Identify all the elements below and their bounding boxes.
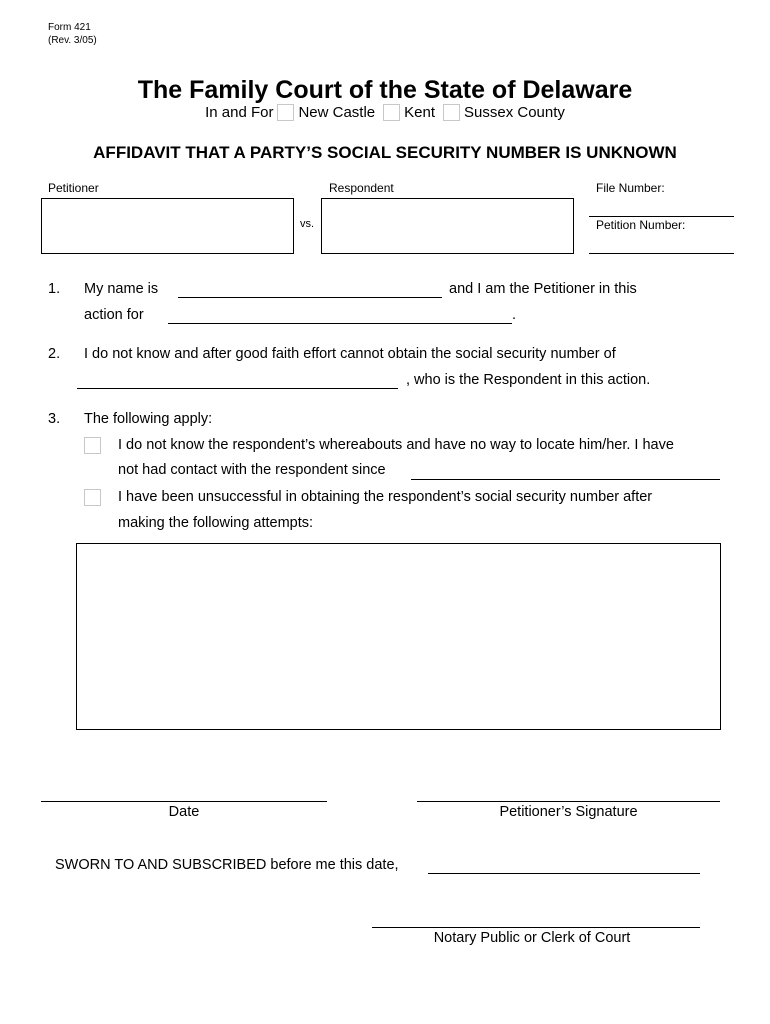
item3-intro: The following apply: xyxy=(84,411,213,427)
item1-name-suffix: and I am the Petitioner in this xyxy=(449,281,637,297)
date-signature-line[interactable] xyxy=(41,801,327,802)
form-number: Form 421 xyxy=(48,22,91,33)
new-castle-checkbox[interactable] xyxy=(277,104,294,121)
petitioner-field[interactable] xyxy=(41,198,294,254)
last-contact-field[interactable] xyxy=(411,479,720,480)
item2-text: I do not know and after good faith effort cannot obtain the social security number of xyxy=(84,346,616,362)
file-number-field[interactable] xyxy=(589,216,734,217)
option2-line1: I have been unsuccessful in obtaining the respondent’s social security number after xyxy=(118,489,653,505)
respondent-label: Respondent xyxy=(329,181,394,195)
notary-label: Notary Public or Clerk of Court xyxy=(433,930,631,946)
option1-line1: I do not know the respondent’s whereabouts and have no way to locate him/her. I have xyxy=(118,437,674,453)
unsuccessful-attempts-checkbox[interactable] xyxy=(84,489,101,506)
attempts-textarea[interactable] xyxy=(76,543,721,730)
item1-number: 1. xyxy=(48,281,61,297)
item2-suffix: , who is the Respondent in this action. xyxy=(406,372,651,388)
sussex-checkbox[interactable] xyxy=(443,104,460,121)
option1-line2: not had contact with the respondent since xyxy=(118,462,386,478)
name-field[interactable] xyxy=(178,297,442,298)
item1-name-prefix: My name is xyxy=(84,281,159,297)
petition-number-field[interactable] xyxy=(589,253,734,254)
sussex-label: Sussex County xyxy=(464,104,565,121)
new-castle-label: New Castle xyxy=(298,104,376,121)
petitioner-signature-label: Petitioner’s Signature xyxy=(499,804,638,820)
respondent-field[interactable] xyxy=(321,198,574,254)
vs-label: vs. xyxy=(300,218,315,230)
notary-signature-line[interactable] xyxy=(372,927,700,928)
county-selector xyxy=(0,104,770,121)
sworn-date-field[interactable] xyxy=(428,873,700,874)
file-number-label: File Number: xyxy=(596,181,665,195)
date-label: Date xyxy=(168,804,200,820)
petitioner-signature-line[interactable] xyxy=(417,801,720,802)
court-title: The Family Court of the State of Delaware xyxy=(137,76,633,104)
form-revision: (Rev. 3/05) xyxy=(48,35,97,46)
whereabouts-unknown-checkbox[interactable] xyxy=(84,437,101,454)
respondent-name-field[interactable] xyxy=(77,388,398,389)
action-for-field[interactable] xyxy=(168,323,512,324)
sworn-statement: SWORN TO AND SUBSCRIBED before me this date, xyxy=(55,857,399,873)
option2-line2: making the following attempts: xyxy=(118,515,314,531)
affidavit-title: AFFIDAVIT THAT A PARTY’S SOCIAL SECURITY NUMBER IS UNKNOWN xyxy=(93,143,677,162)
petition-number-label: Petition Number: xyxy=(596,218,686,232)
kent-checkbox[interactable] xyxy=(383,104,400,121)
in-and-for-label: In and For xyxy=(205,104,274,121)
item1-action-prefix: action for xyxy=(84,307,144,323)
item3-number: 3. xyxy=(48,411,61,427)
kent-label: Kent xyxy=(404,104,436,121)
item2-number: 2. xyxy=(48,346,61,362)
item1-action-suffix: . xyxy=(512,307,517,323)
petitioner-label: Petitioner xyxy=(48,181,99,195)
